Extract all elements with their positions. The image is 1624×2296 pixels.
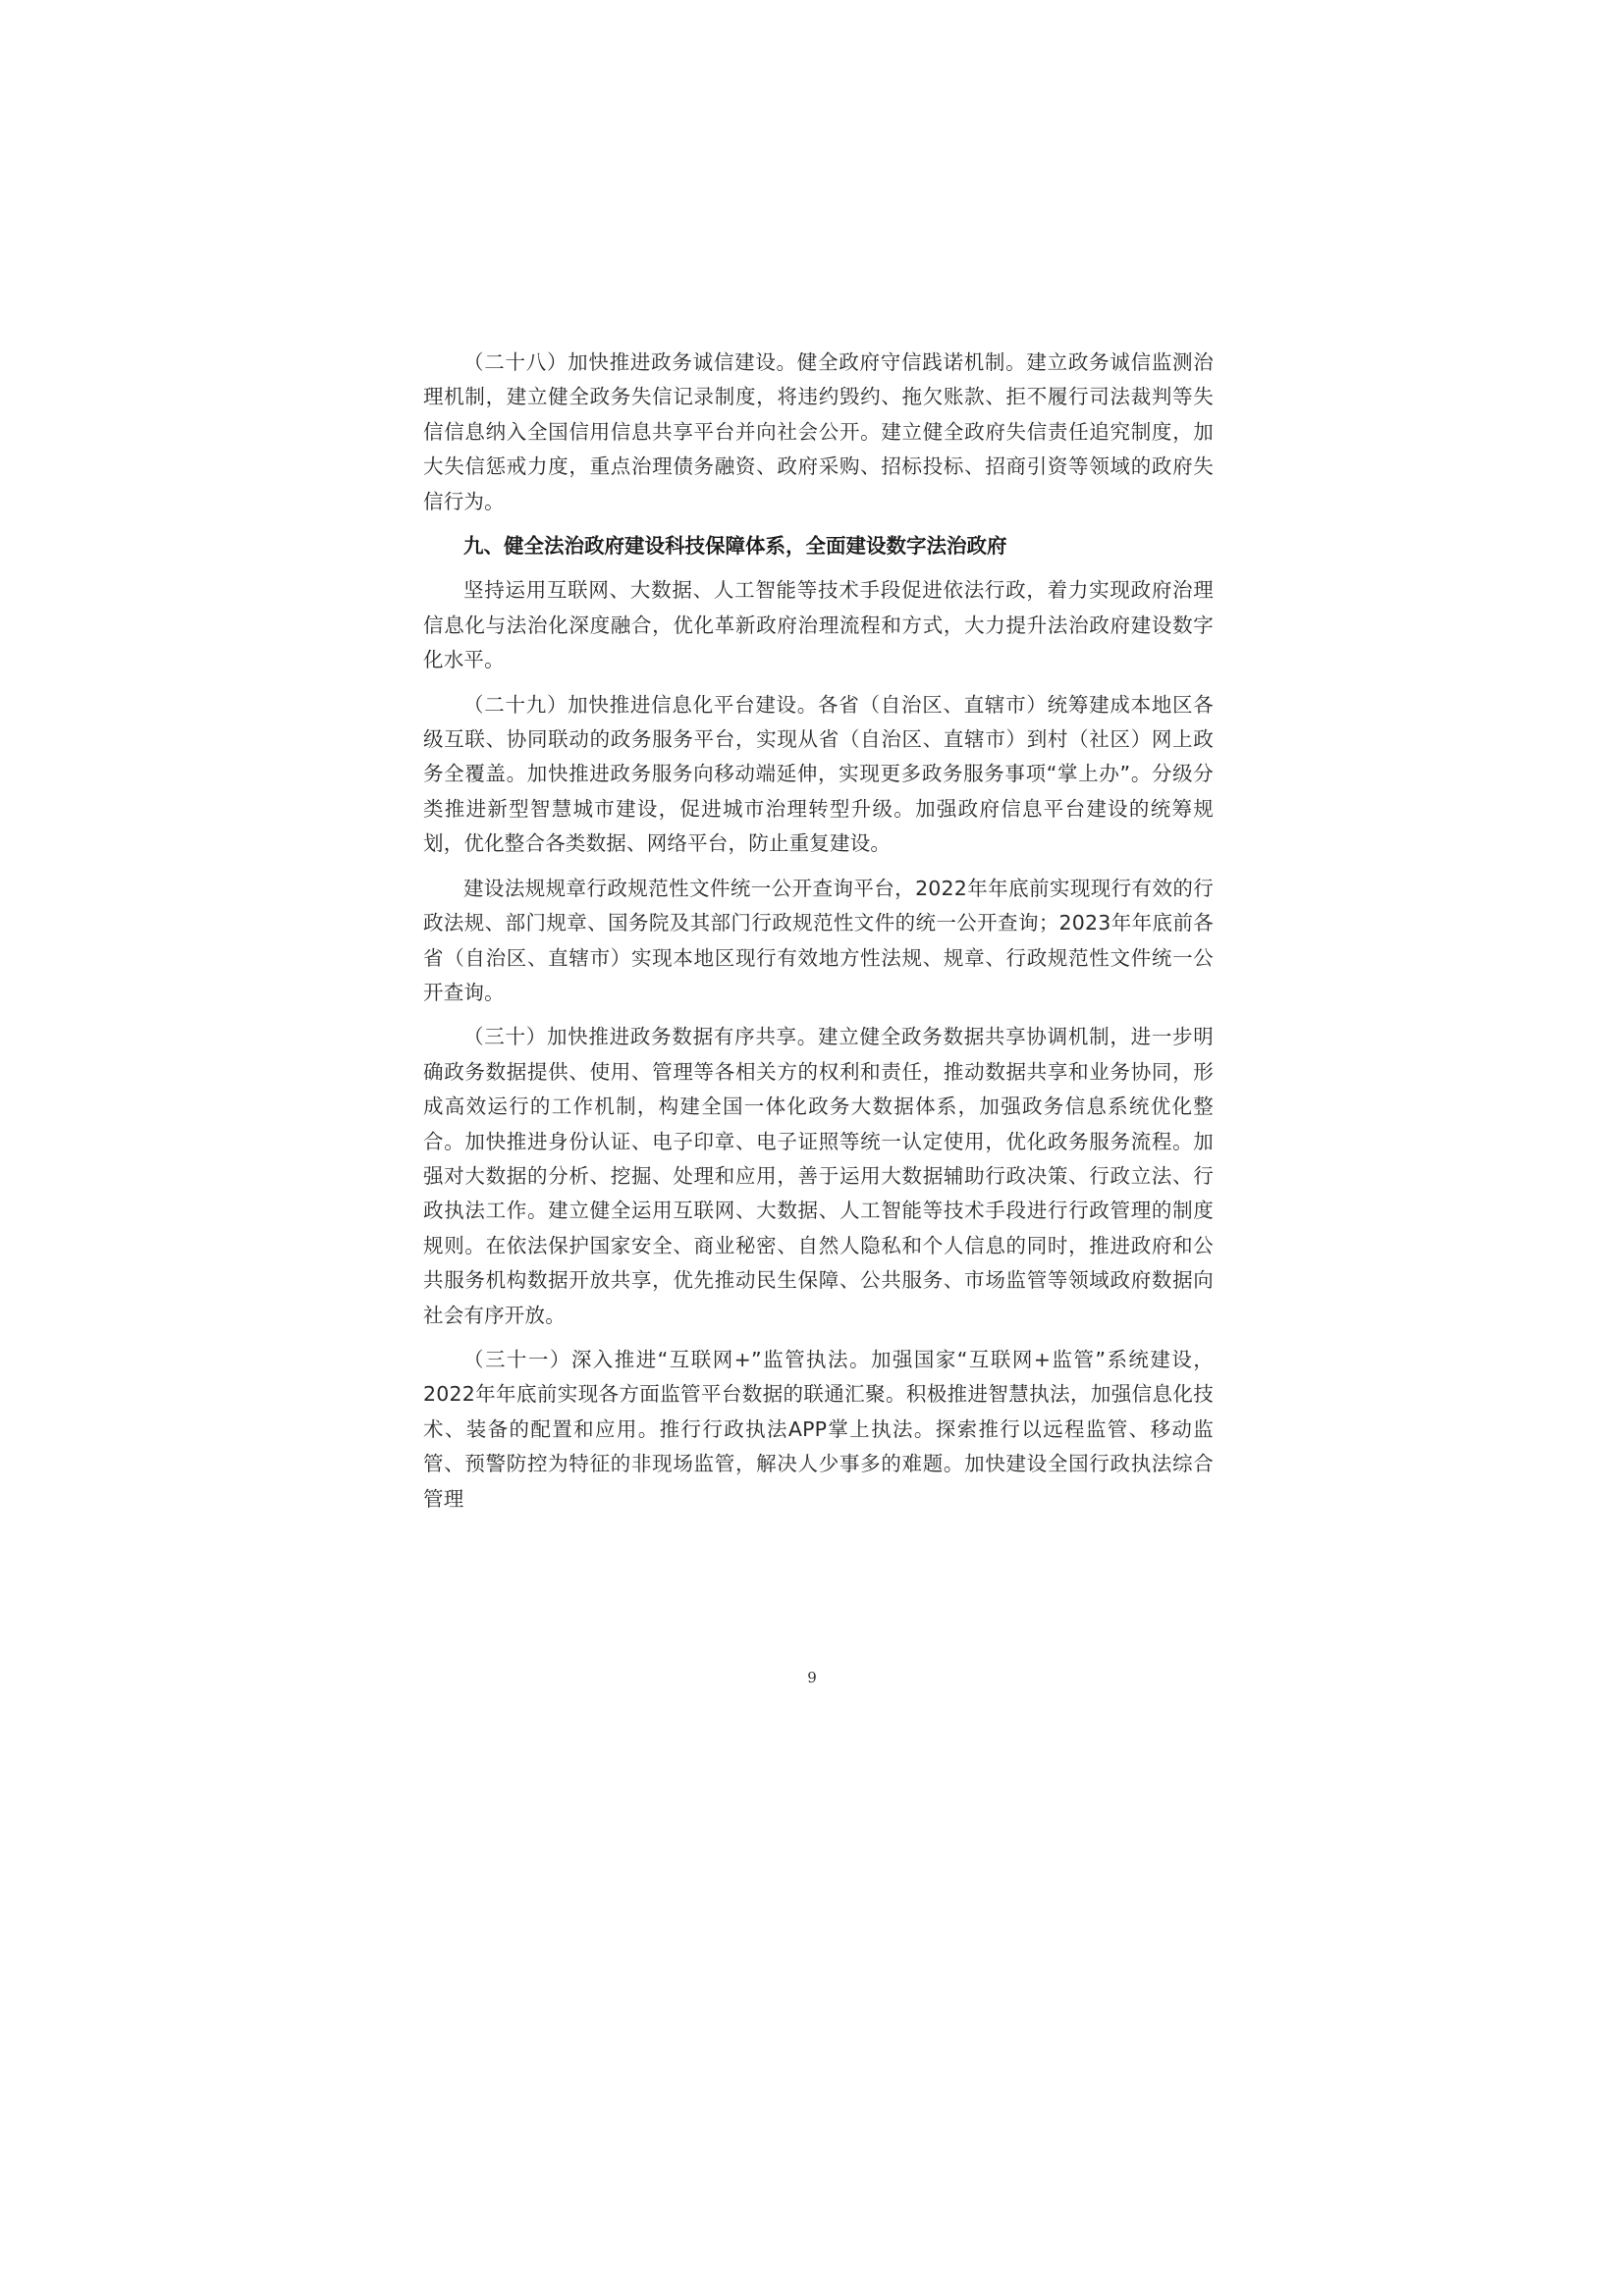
paragraph-31: （三十一）深入推进“互联网+”监管执法。加强国家“互联网+监管”系统建设，2022年年底前实现各方面监管平台数据的联通汇聚。积极推进智慧执法，加强信息化技术、装备的配置和应用。推行行政执法APP掌上执法。探索推行以远程监管、移动监管、预警防控为特征的非现场监管，解决人少事多的难题。加快建设全国行政执法综合管理 <box>423 1347 1214 1511</box>
paragraph-section-9-intro: 坚持运用互联网、大数据、人工智能等技术手段促进依法行政，着力实现政府治理信息化与法治化深度融合，优化革新政府治理流程和方式，大力提升法治政府建设数字化水平。 <box>423 578 1214 672</box>
paragraph-29-continued: 建设法规规章行政规范性文件统一公开查询平台，2022年年底前实现现行有效的行政法规、部门规章、国务院及其部门行政规范性文件的统一公开查询；2023年年底前各省（自治区、直辖市）实现本地区现行有效地方性法规、规章、行政规范性文件统一公开查询。 <box>423 876 1214 1004</box>
page-number: 9 <box>807 1669 817 1686</box>
document-body <box>423 346 1214 1526</box>
section-heading-9: 九、健全法治政府建设科技保障体系，全面建设数字法治政府 <box>463 534 1007 559</box>
paragraph-30: （三十）加快推进政务数据有序共享。建立健全政务数据共享协调机制，进一步明确政务数据提供、使用、管理等各相关方的权利和责任，推动数据共享和业务协同，形成高效运行的工作机制，构建全国一体化政务大数据体系，加强政务信息系统优化整合。加快推进身份认证、电子印章、电子证照等统一认定使用，优化政务服务流程。加强对大数据的分析、挖掘、处理和应用，善于运用大数据辅助行政决策、行政立法、行政执法工作。建立健全运用互联网、大数据、人工智能等技术手段进行行政管理的制度规则。在依法保护国家安全、商业秘密、自然人隐私和个人信息的同时，推进政府和公共服务机构数据开放共享，优先推动民生保障、公共服务、市场监管等领域政府数据向社会有序开放。 <box>423 1025 1214 1327</box>
paragraph-29: （二十九）加快推进信息化平台建设。各省（自治区、直辖市）统筹建成本地区各级互联、协同联动的政务服务平台，实现从省（自治区、直辖市）到村（社区）网上政务全覆盖。加快推进政务服务向移动端延伸，实现更多政务服务事项“掌上办”。分级分类推进新型智慧城市建设，促进城市治理转型升级。加强政府信息平台建设的统筹规划，优化整合各类数据、网络平台，防止重复建设。 <box>423 692 1214 856</box>
paragraph-28: （二十八）加快推进政务诚信建设。健全政府守信践诺机制。建立政务诚信监测治理机制，建立健全政务失信记录制度，将违约毁约、拖欠账款、拒不履行司法裁判等失信信息纳入全国信用信息共享平台并向社会公开。建立健全政府失信责任追究制度，加大失信惩戒力度，重点治理债务融资、政府采购、招标投标、招商引资等领域的政府失信行为。 <box>423 350 1214 513</box>
